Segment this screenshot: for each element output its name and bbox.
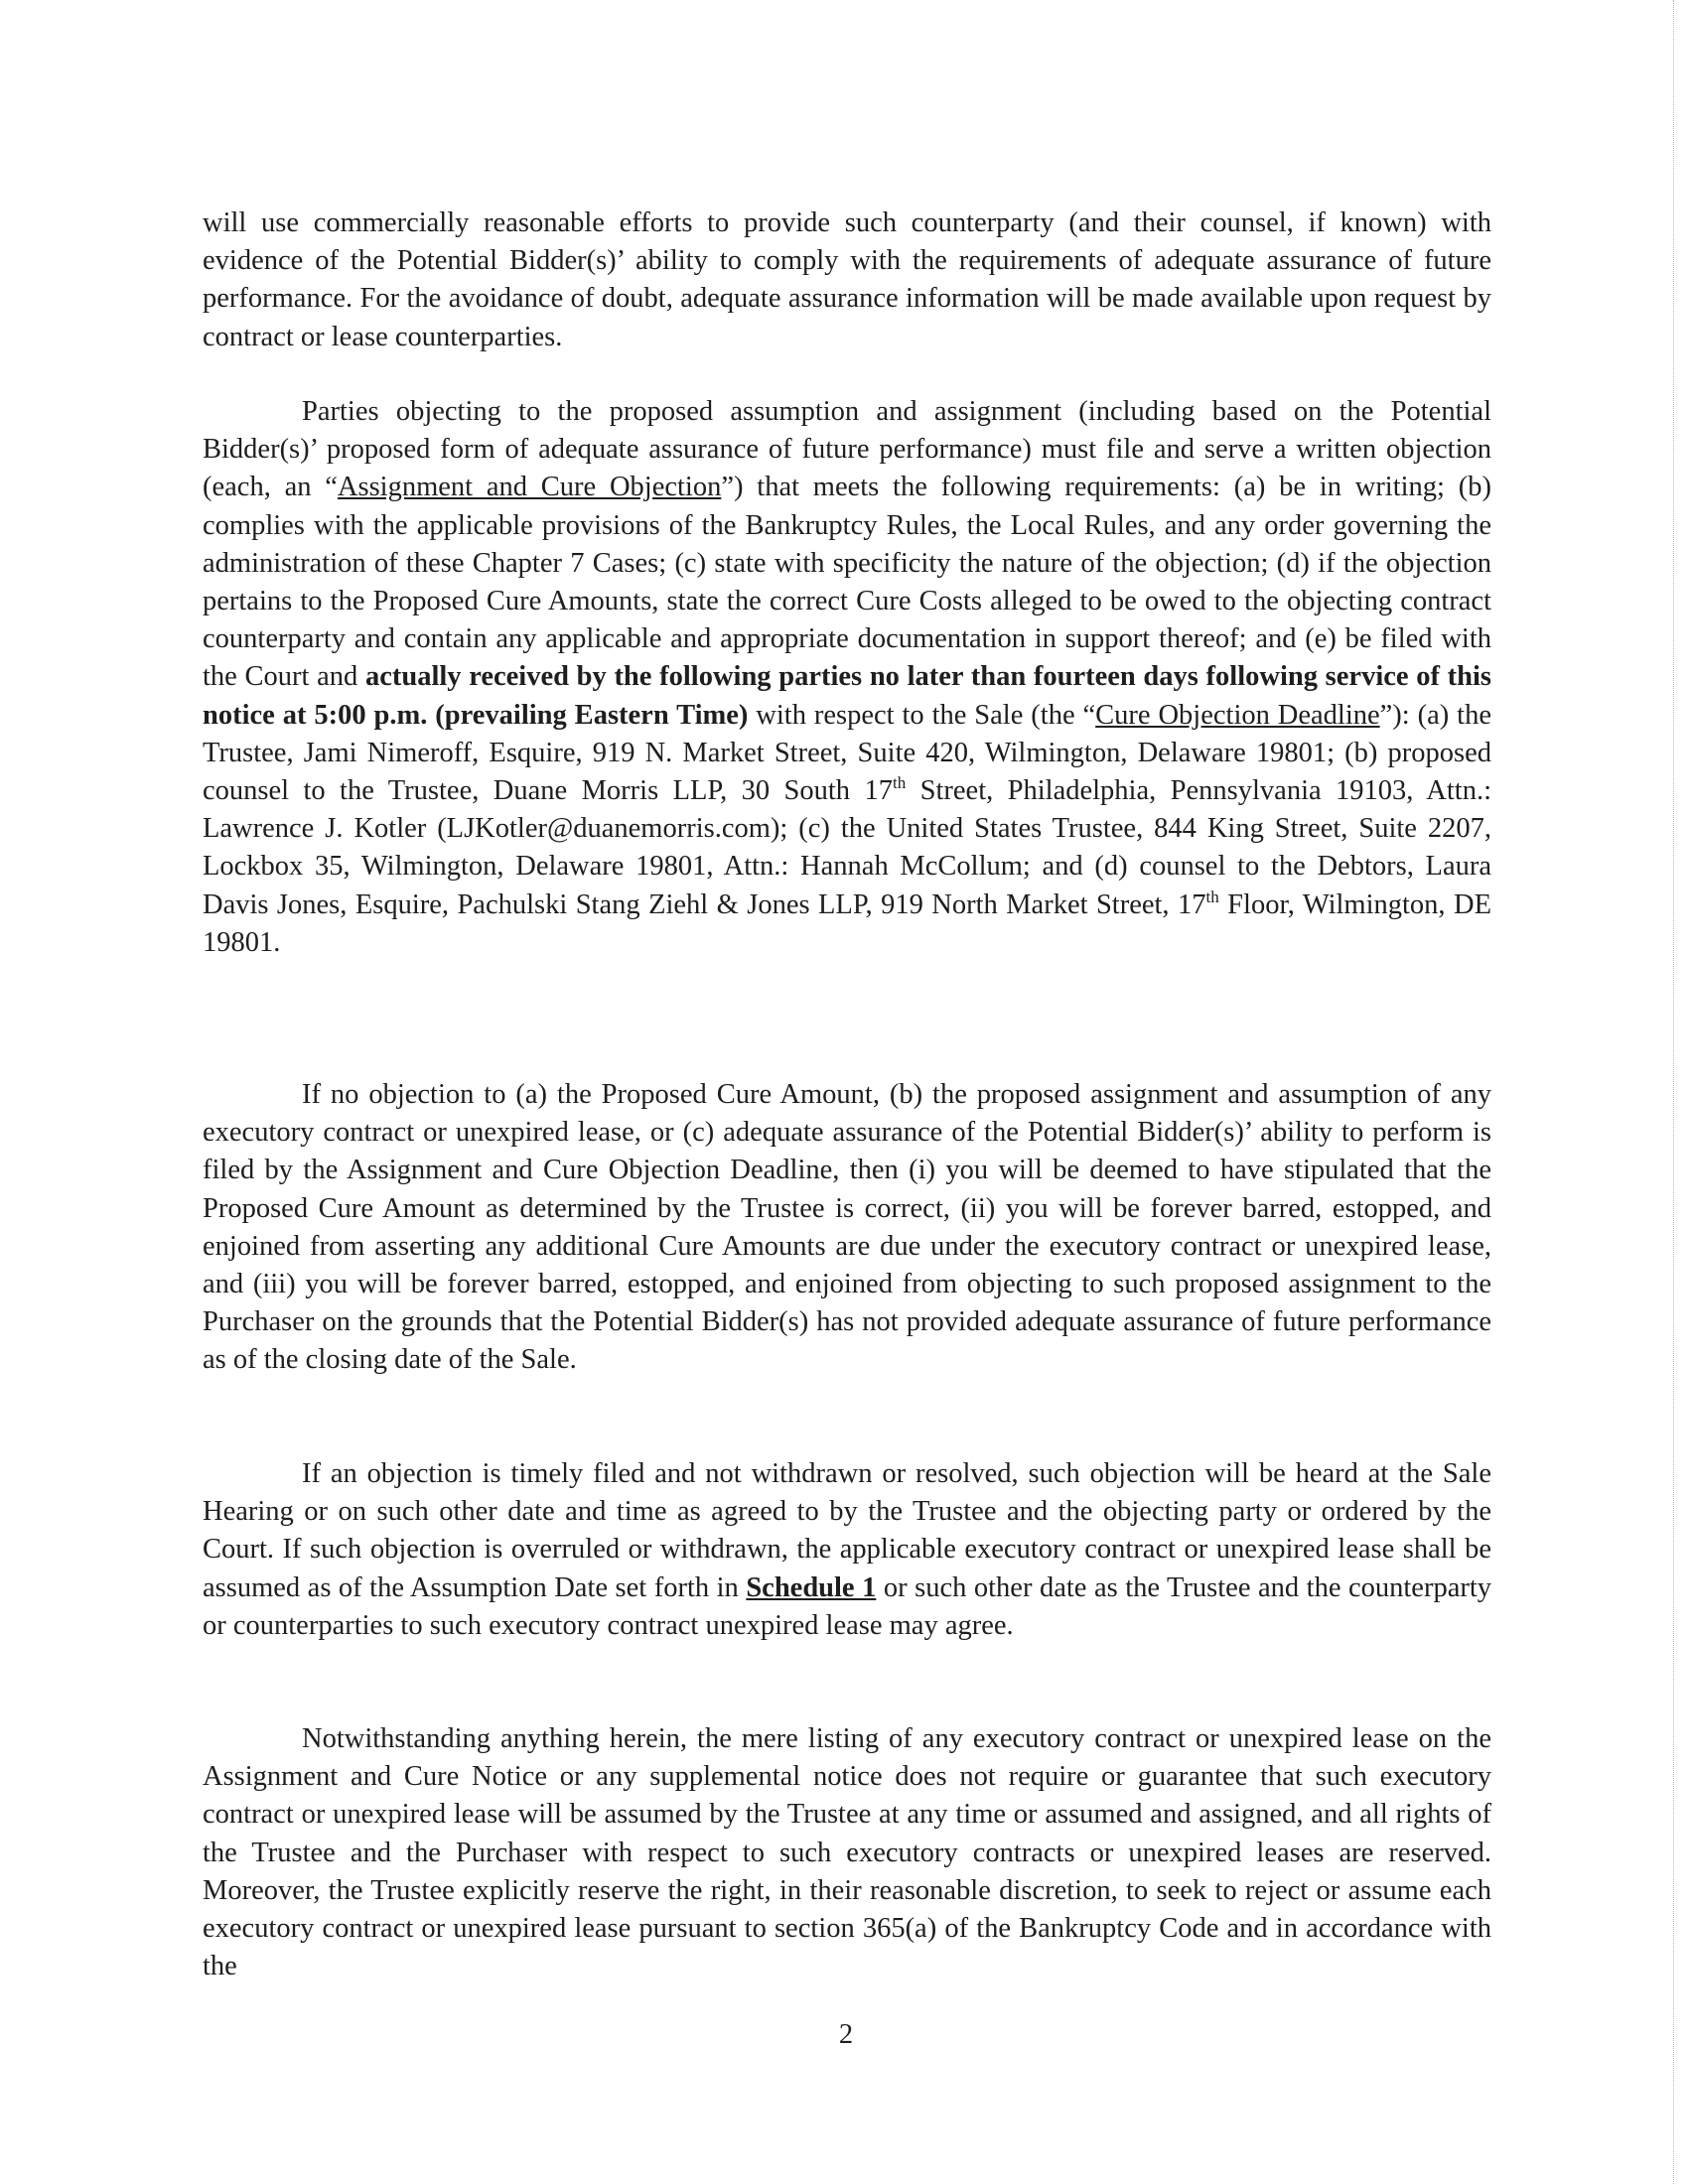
paragraph-text: Street, Philadelphia, Pennsylvania 19103, Attn.: Lawrence J. Kotler (LJKotler@duanemorris.com); (c) the United States Trustee, 844 King Street, Suite 2207, Lockbox 35, Wilmington, Delaware 19801, Attn.: Hannah McCollum; and (d) counsel to the Debtors, Laura Davis Jones, Esquire, Pachulski Stang Ziehl & Jones LLP, 919 North Market Street, 17: [203, 775, 1491, 920]
paragraph-no-objection: [203, 1076, 1491, 1380]
page-number: 2: [838, 2019, 854, 2050]
superscript-th: th: [892, 773, 907, 793]
paragraph-text: ”) that meets the following requirements: (a) be in writing; (b) complies with the applicable provisions of the Bankruptcy Rules, the Local Rules, and any order governing the administration of these Chapter 7 Cases; (c) state with specificity the nature of the objection; (d) if the objection pertains to the Proposed Cure Amounts, state the correct Cure Costs alleged to be owed to the objecting contract counterparty and contain any applicable and appropriate documentation in support thereof; and (e) be filed with the Court and: [203, 472, 1491, 693]
paragraph-text: or such other date as the Trustee and the counterparty or counterparties to such executory contract unexpired lease may agree.: [203, 1571, 1491, 1641]
paragraph-text: If no objection to (a) the Proposed Cure Amount, (b) the proposed assignment and assumption of any executory contract or unexpired lease, or (c) adequate assurance of the Potential Bidder(s)’ ability to perform is filed by the Assignment and Cure Objection Deadline, then (i) you will be deemed to have stipulated that the Proposed Cure Amount as determined by the Trustee is correct, (ii) you will be forever barred, estopped, and enjoined from asserting any additional Cure Amounts are due under the executory contract or unexpired lease, and (iii) you will be forever barred, estopped, and enjoined from objecting to such proposed assignment to the Purchaser on the grounds that the Potential Bidder(s) has not provided adequate assurance of future performance as of the closing date of the Sale.: [203, 1079, 1491, 1376]
scan-edge-line: [1673, 0, 1674, 2184]
paragraph-text: If an objection is timely filed and not withdrawn or resolved, such objection will be heard at the Sale Hearing or on such other date and time as agreed to by the Trustee and the objecting party or ordered by the Court. If such objection is overruled or withdrawn, the applicable executory contract or unexpired lease shall be assumed as of the Assumption Date set forth in: [203, 1458, 1491, 1603]
bold-deadline-text: actually received by the following parties no later than fourteen days following service of this notice at 5:00 p.m. (prevailing Eastern Time): [203, 661, 1491, 731]
paragraph-text: Parties objecting to the proposed assumption and assignment (including based on the Potential Bidder(s)’ proposed form of adequate assurance of future performance) must file and serve a written objection (each, an “: [203, 396, 1491, 503]
paragraph-text: Notwithstanding anything herein, the mere listing of any executory contract or unexpired lease on the Assignment and Cure Notice or any supplemental notice does not require or guarantee that such executory contract or unexpired lease will be assumed by the Trustee at any time or assumed and assigned, and all rights of the Trustee and the Purchaser with respect to such executory contracts or unexpired leases are reserved. Moreover, the Trustee explicitly reserve the right, in their reasonable discretion, to seek to reject or assume each executory contract or unexpired lease pursuant to section 365(a) of the Bankruptcy Code and in accordance with the: [203, 1723, 1491, 1982]
schedule-reference: Schedule 1: [746, 1571, 877, 1603]
paragraph-adequate-assurance: [203, 205, 1491, 356]
paragraph-notwithstanding: [203, 1720, 1491, 1985]
paragraph-text: Floor, Wilmington, DE 19801.: [203, 888, 1491, 958]
superscript-th: th: [1205, 887, 1219, 906]
defined-term-assignment-cure-objection: Assignment and Cure Objection: [337, 472, 722, 503]
paragraph-objection-requirements: [203, 393, 1491, 962]
paragraph-text: with respect to the Sale (the “: [748, 699, 1096, 731]
paragraph-text: will use commercially reasonable efforts to provide such counterparty (and their counsel, if known) with evidence of the Potential Bidder(s)’ ability to comply with the requirements of adequate assurance of future performance. For the avoidance of doubt, adequate assurance information will be made available upon request by contract or lease counterparties.: [203, 207, 1491, 352]
defined-term-cure-objection-deadline: Cure Objection Deadline: [1095, 699, 1380, 731]
paragraph-text: ”): (a) the Trustee, Jami Nimeroff, Esquire, 919 N. Market Street, Suite 420, Wilmington, Delaware 19801; (b) proposed counsel to the Trustee, Duane Morris LLP, 30 South 17: [203, 699, 1491, 807]
paragraph-timely-objection: [203, 1455, 1491, 1645]
